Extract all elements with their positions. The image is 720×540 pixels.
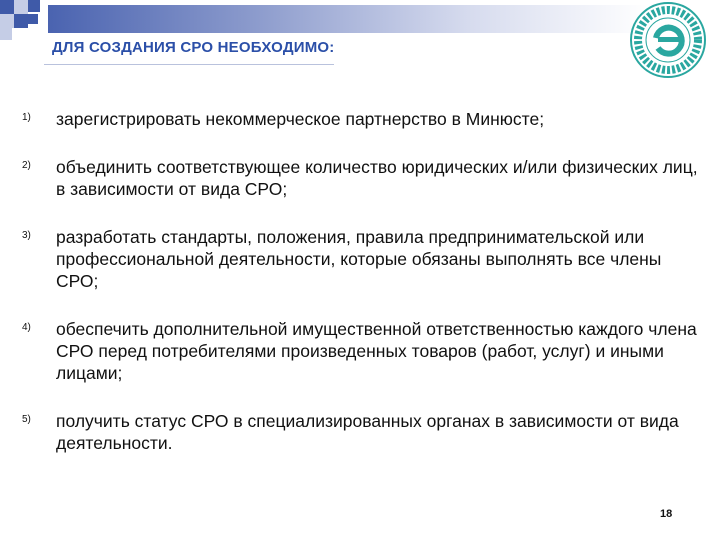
- decor-square: [28, 0, 40, 12]
- eco-e-logo-icon: [628, 0, 708, 80]
- item-number: 4): [22, 322, 31, 333]
- requirements-list: [22, 108, 702, 454]
- title-divider: [44, 64, 334, 65]
- item-text: разработать стандарты, положения, правила предпринимательской или профессиональной деятельности, которые обязаны выполнять все члены СРО;: [56, 227, 662, 291]
- list-item: [22, 156, 702, 200]
- item-number: 5): [22, 414, 31, 425]
- header-band: [48, 5, 648, 33]
- list-item: [22, 108, 702, 130]
- decor-square: [28, 14, 38, 24]
- item-number: 1): [22, 112, 31, 123]
- decor-square: [0, 14, 14, 28]
- decor-square: [14, 14, 28, 28]
- item-text: зарегистрировать некоммерческое партнерство в Минюсте;: [56, 109, 545, 129]
- item-text: объединить соответствующее количество юридических и/или физических лиц, в зависимости от вида СРО;: [56, 157, 698, 199]
- slide-title: ДЛЯ СОЗДАНИЯ СРО НЕОБХОДИМО:: [52, 39, 335, 56]
- item-number: 3): [22, 230, 31, 241]
- list-item: [22, 318, 702, 384]
- list-item: [22, 410, 702, 454]
- list-item: [22, 226, 702, 292]
- page-number: 18: [660, 508, 673, 520]
- item-text: получить статус СРО в специализированных органах в зависимости от вида деятельности.: [56, 411, 679, 453]
- item-text: обеспечить дополнительной имущественной ответственностью каждого члена СРО перед потребителями произведенных товаров (работ, услуг) и иными лицами;: [56, 319, 697, 383]
- item-number: 2): [22, 160, 31, 171]
- decor-square: [14, 0, 28, 14]
- decor-square: [0, 0, 14, 14]
- decor-square: [0, 28, 12, 40]
